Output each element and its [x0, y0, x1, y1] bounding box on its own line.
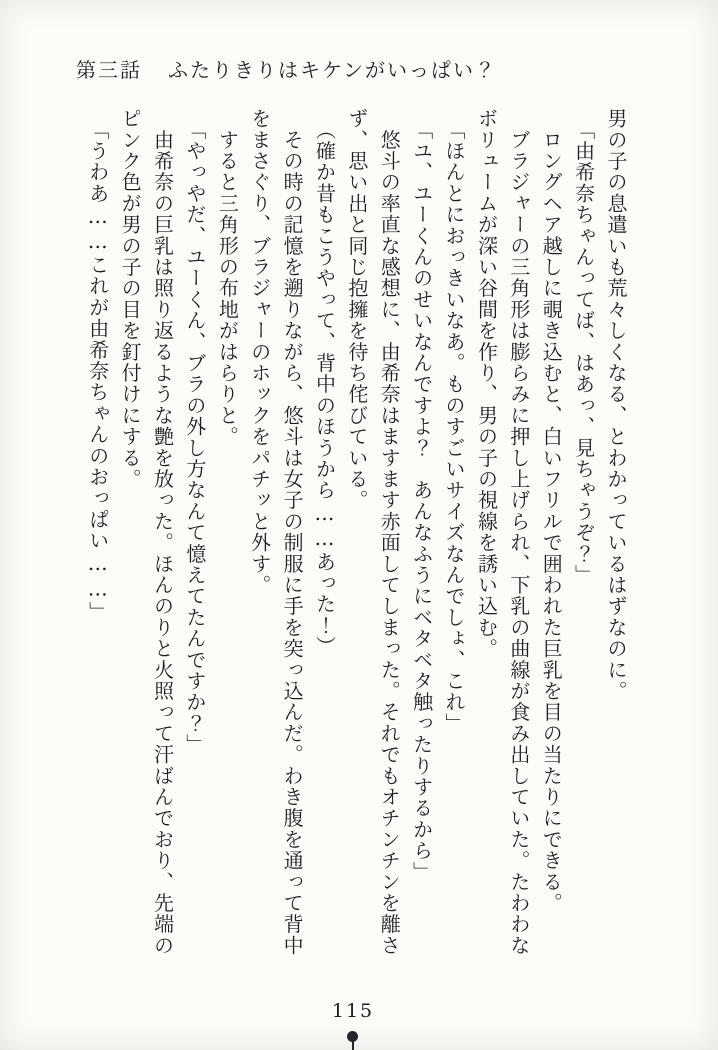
text-line: 「ほんとにおっきいなあ。ものすごいサイズなんでしょ、これ」 [442, 108, 467, 734]
pin-icon [347, 1031, 358, 1042]
text-line: 「やっやだ、ユーくん、ブラの外し方なんて憶えてたんですか？」 [182, 108, 207, 756]
text-line: 男の子の息遣いも荒々しくなる、とわかっているはずなのに。 [604, 108, 628, 702]
text-line: （確か昔もこうやって、背中のほうから……あった！） [312, 108, 337, 658]
text-line: ピンク色が男の子の目を釘付けにする。 [118, 108, 143, 490]
text-line: 「ユ、ユーくんのせいなんですよ？ あんなふうにベタベタ触ったりするから」 [409, 108, 434, 883]
text-line: その時の記憶を遡りながら、悠斗は女子の制服に手を突っ込んだ。わき腹を通って背中 [280, 108, 305, 956]
main-text-block [81, 108, 632, 972]
text-line: をまさぐり、ブラジャーのホックをパチッと外す。 [247, 108, 272, 596]
text-line: すると三角形の布地がはらりと。 [215, 108, 240, 448]
text-line: ロングヘア越しに覗き込むと、白いフリルで囲われた巨乳を目の当たりにできる。 [539, 108, 564, 914]
text-line: 「うわあ……これが由希奈ちゃんのおっぱい……」 [85, 108, 110, 623]
chapter-header [76, 54, 497, 83]
text-line: 「由希奈ちゃんってば、はあっ、見ちゃうぞ？」 [571, 108, 596, 586]
text-line: 悠斗の率直な感想に、由希奈はますます赤面してしまった。それでもオチンチンを離さ [377, 108, 402, 956]
page-number: 115 [331, 1000, 375, 1022]
chapter-title: ふたりきりはキケンがいっぱい？ [168, 58, 497, 82]
text-line: ブラジャーの三角形は膨らみに押し上げられ、下乳の曲線が食み出していた。たわわな [506, 108, 531, 956]
text-line: ボリュームが深い谷間を作り、男の子の視線を誘い込む。 [474, 108, 499, 660]
text-line: 由希奈の巨乳は照り返るような艶を放った。ほんのりと火照って汗ばんでおり、先端の [150, 108, 175, 957]
chapter-number: 第三話 [76, 58, 142, 82]
text-line: ず、思い出と同じ抱擁を待ち侘びている。 [344, 108, 369, 511]
